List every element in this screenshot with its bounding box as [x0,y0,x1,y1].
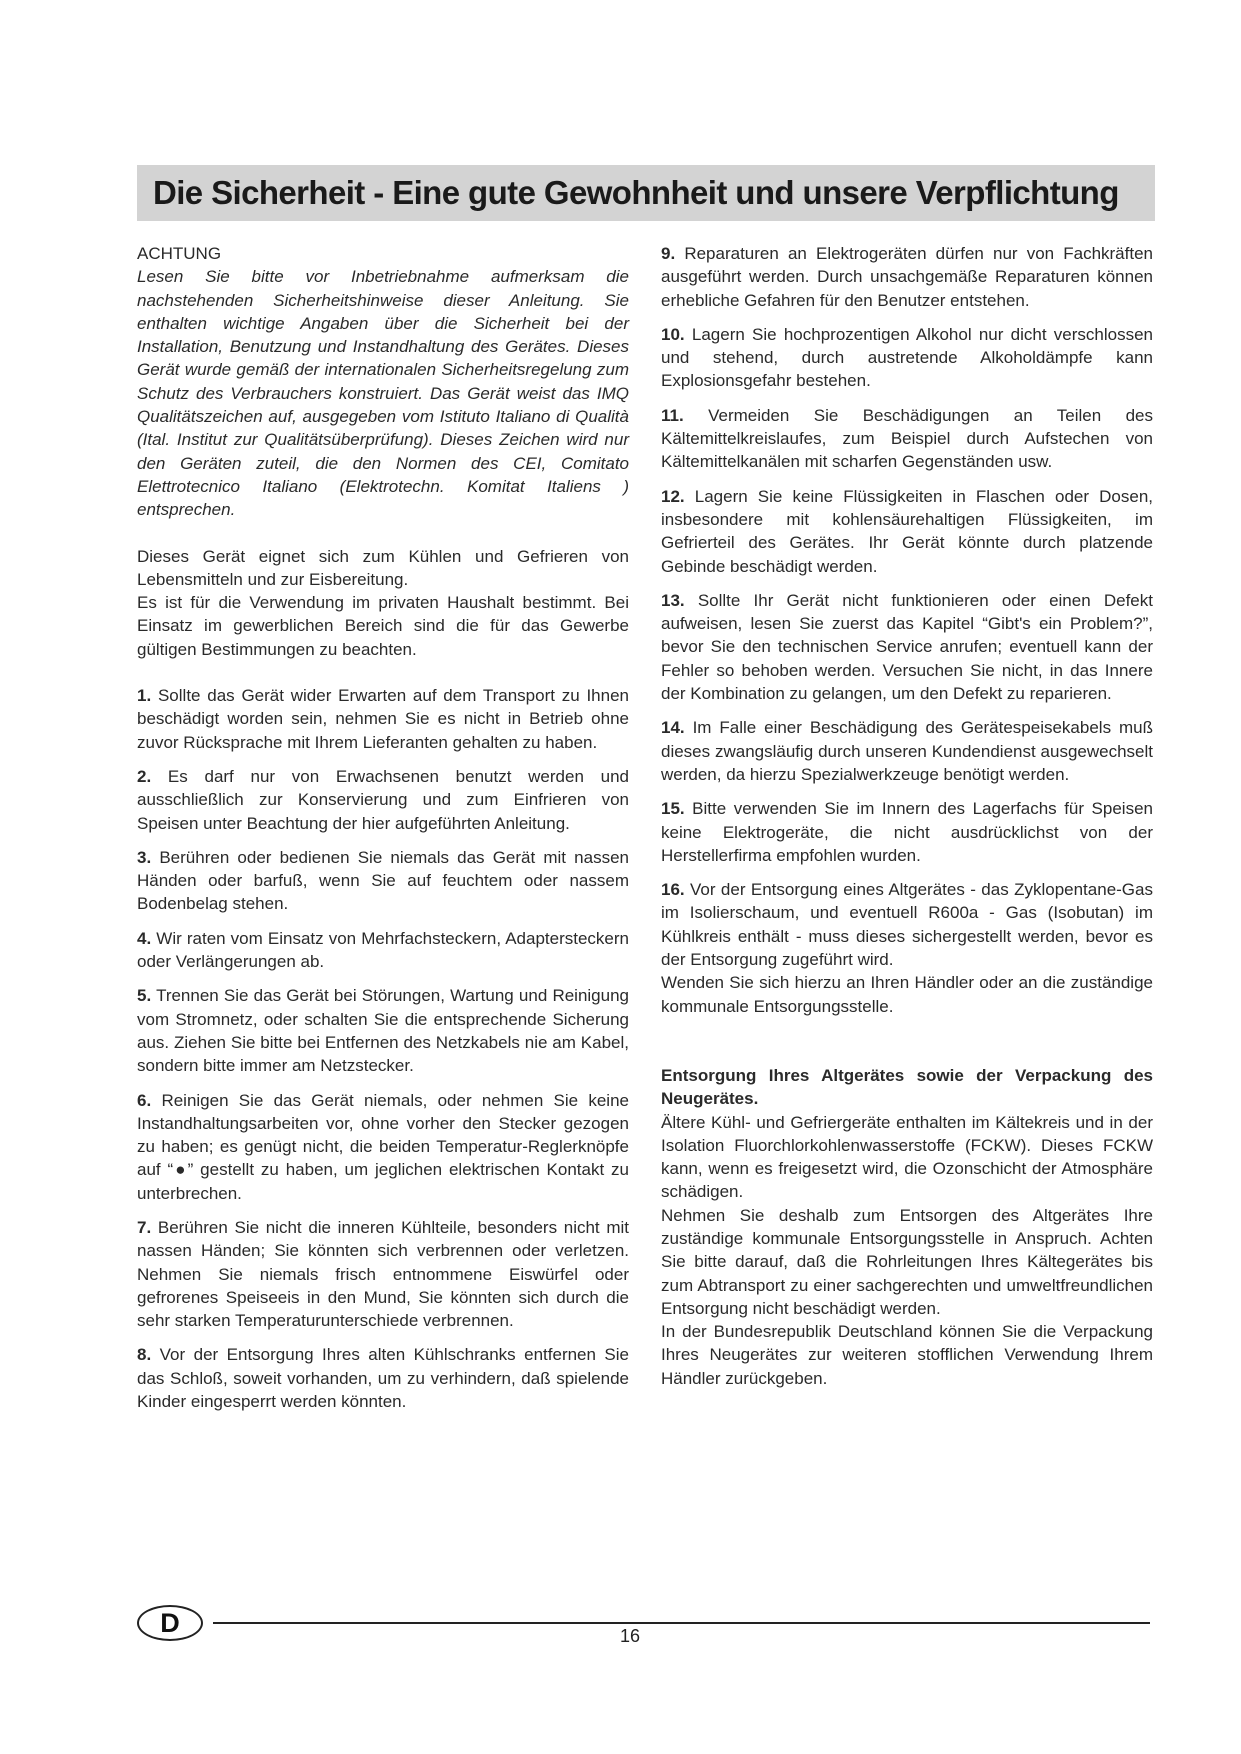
safety-item-13 [661,589,1153,705]
title-bar [137,165,1155,221]
safety-item-12 [661,485,1153,578]
item-number: 16. [661,880,685,900]
item-text: Sollte das Gerät wider Erwarten auf dem Transport zu Ihnen beschädigt worden sein, nehmen Sie es nicht in Betrieb ohne zuvor Rücksprache mit Ihrem Lieferanten gehalten zu haben. [137,686,629,752]
item-text: Vor der Entsorgung Ihres alten Kühlschranks entfernen Sie das Schloß, soweit vorhanden, um zu verhindern, daß spielende Kinder eingesperrt werden könnten. [137,1345,629,1412]
item-number: 4. [137,928,152,948]
item-number: 11. [661,405,684,425]
page-number: 16 [619,1626,641,1646]
item-text: Berühren Sie nicht die inneren Kühlteile, besonders nicht mit nassen Händen; Sie könnten sich verbrennen oder verletzen. Nehmen Sie niemals frisch entnommene Eiswürfel oder gefrorenes Speiseeis in den Mund, Sie könnten sich durch die sehr starken Temperaturunterschiede verbrennen. [137,1217,629,1331]
item-number: 3. [137,847,152,867]
item-number: 13. [661,590,685,610]
item-number: 12. [661,486,685,506]
safety-item-3 [137,846,629,916]
item-number: 8. [137,1345,152,1365]
item-number: 1. [137,686,152,706]
safety-item-8 [137,1343,629,1413]
item-number: 14. [661,718,685,738]
footer-rule [213,1622,1150,1624]
usage-paragraph-1: Dieses Gerät eignet sich zum Kühlen und Gefrieren von Lebensmitteln und zur Eisbereitung. [137,546,629,589]
safety-item-14 [661,716,1153,786]
safety-item-1 [137,684,629,754]
safety-item-4 [137,927,629,974]
item-text: Sollte Ihr Gerät nicht funktionieren oder einen Defekt aufweisen, lesen Sie zuerst das Kapitel “Gibt's ein Problem?”, bevor Sie den technischen Service anrufen; eventuell kann der Fehler so behoben werden. Versuchen Sie nicht, in das Innere der Kombination zu gelangen, um den Defekt zu reparieren. [661,590,1153,704]
achtung-label: ACHTUNG [137,244,222,263]
item-number: 2. [137,766,152,786]
intro-paragraph: Lesen Sie bitte vor Inbetriebnahme aufmerksam die nachstehenden Sicherheitshinweise dieser Anleitung. Sie enthalten wichtige Angaben über die Sicherheit bei der Installation, Benutzung und Instandhaltung des Gerätes. Dieses Gerät wurde gemäß der internationalen Sicherheitsregelung zum Schutz des Verbrauchers konstruiert. Das Gerät weist das IMQ Qualitätszeichen auf, ausgegeben vom Istituto Italiano di Qualità (Ital. Institut zur Qualitätsüberprüfung). Dieses Zeichen wird nur den Geräten zuteil, die den Normen des CEI, Comitato Elettrotecnico Italiano (Elektrotechn. Komitat Italiens ) entsprechen. [137,267,629,520]
disposal-paragraph-1: Ältere Kühl- und Gefriergeräte enthalten im Kältekreis und in der Isolation Fluorchlorkohlenwasserstoffe (FCKW). Dieses FCKW kann, wenn es freigesetzt wird, die Ozonschicht der Atmosphäre schädigen. [661,1112,1153,1202]
right-column [661,242,1153,1390]
item-number: 9. [661,244,676,263]
disposal-paragraph-3: In der Bundesrepublik Deutschland können Sie die Verpackung Ihres Neugerätes zur weiteren stofflichen Verwendung Ihrem Händler zurückgeben. [661,1322,1153,1388]
item-text: Im Falle einer Beschädigung des Gerätespeisekabels muß dieses zwangsläufig durch unseren Kundendienst ausgewechselt werden, da hierzu Spezialwerkzeuge benötigt werden. [661,718,1153,784]
item-number: 15. [661,799,685,819]
page-title: Die Sicherheit - Eine gute Gewohnheit und unsere Verpflichtung [153,174,1119,211]
item-text: Lagern Sie keine Flüssigkeiten in Flaschen oder Dosen, insbesondere mit kohlensäurehaltigen Flüssigkeiten, im Gefrierteil des Gerätes. Ihr Gerät könnte durch platzende Gebinde beschädigt werden. [661,486,1153,576]
item-number: 5. [137,986,152,1006]
item-number: 7. [137,1217,152,1237]
safety-item-11 [661,404,1153,474]
safety-item-7 [137,1216,629,1332]
item-text: Trennen Sie das Gerät bei Störungen, Wartung und Reinigung vom Stromnetz, oder schalten Sie die entsprechende Sicherung aus. Ziehen Sie bitte bei Entfernen des Netzkabels nie am Kabel, sondern bitte immer am Netzstecker. [137,986,629,1076]
item-text: Vermeiden Sie Beschädigungen an Teilen des Kältemittelkreislaufes, zum Beispiel durch Aufstechen von Kältemittelkanälen mit scharfen Gegenständen usw. [661,405,1153,472]
left-column [137,242,629,1424]
item-text: Vor der Entsorgung eines Altgerätes - das Zyklopentane-Gas im Isolierschaum, und eventuell R600a - Gas (Isobutan) im Kühlkreis enthält - muss dieses sichergestellt werden, bevor es der Entsorgung zugeführt wird. [661,880,1153,970]
item-text: Berühren oder bedienen Sie niemals das Gerät mit nassen Händen oder barfuß, wenn Sie auf feuchtem oder nassem Bodenbelag stehen. [137,847,629,914]
usage-paragraph-2: Es ist für die Verwendung im privaten Haushalt bestimmt. Bei Einsatz im gewerblichen Bereich sind die für das Gewerbe gültigen Bestimmungen zu beachten. [137,593,629,659]
safety-item-16 [661,878,1153,971]
safety-item-2 [137,765,629,835]
safety-item-15 [661,797,1153,867]
item-text: Wir raten vom Einsatz von Mehrfachsteckern, Adaptersteckern oder Verlängerungen ab. [137,928,629,972]
disposal-paragraph-2: Nehmen Sie deshalb zum Entsorgen des Altgerätes Ihre zuständige kommunale Entsorgungsstelle in Anspruch. Achten Sie bitte darauf, daß die Rohrleitungen Ihres Kältegerätes bis zum Abtransport zu einer sachgerechten und umweltfreundlichen Entsorgung nicht beschädigt werden. [661,1205,1153,1318]
safety-item-16-extra: Wenden Sie sich hierzu an Ihren Händler oder an die zuständige kommunale Entsorgungsstelle. [661,973,1153,1016]
item-number: 6. [137,1090,152,1110]
item-text: Reparaturen an Elektrogeräten dürfen nur von Fachkräften ausgeführt werden. Durch unsachgemäße Reparaturen können erhebliche Gefahren für den Benutzer entstehen. [661,244,1153,310]
country-badge: D [137,1605,203,1641]
item-text: Reinigen Sie das Gerät niemals, oder nehmen Sie keine Instandhaltungsarbeiten vor, ohne vorher den Stecker gezogen zu haben; es genügt nicht, die beiden Temperatur-Reglerknöpfe auf “●” gestellt zu haben, um jeglichen elektrischen Kontakt zu unterbrechen. [137,1090,629,1203]
item-text: Bitte verwenden Sie im Innern des Lagerfachs für Speisen keine Elektrogeräte, die nicht ausdrücklichst von der Herstellerfirma empfohlen wurden. [661,799,1153,865]
safety-item-6 [137,1089,629,1205]
safety-item-9 [661,242,1153,312]
safety-item-10 [661,323,1153,393]
item-text: Lagern Sie hochprozentigen Alkohol nur dicht verschlossen und stehend, durch austretende Alkoholdämpfe kann Explosionsgefahr bestehen. [661,324,1153,391]
item-text: Es darf nur von Erwachsenen benutzt werden und ausschließlich zur Konservierung und zum Einfrieren von Speisen unter Beachtung der hier aufgeführten Anleitung. [137,766,629,833]
item-number: 10. [661,324,685,344]
safety-item-5 [137,984,629,1077]
disposal-heading: Entsorgung Ihres Altgerätes sowie der Verpackung des Neugerätes. [661,1065,1153,1109]
